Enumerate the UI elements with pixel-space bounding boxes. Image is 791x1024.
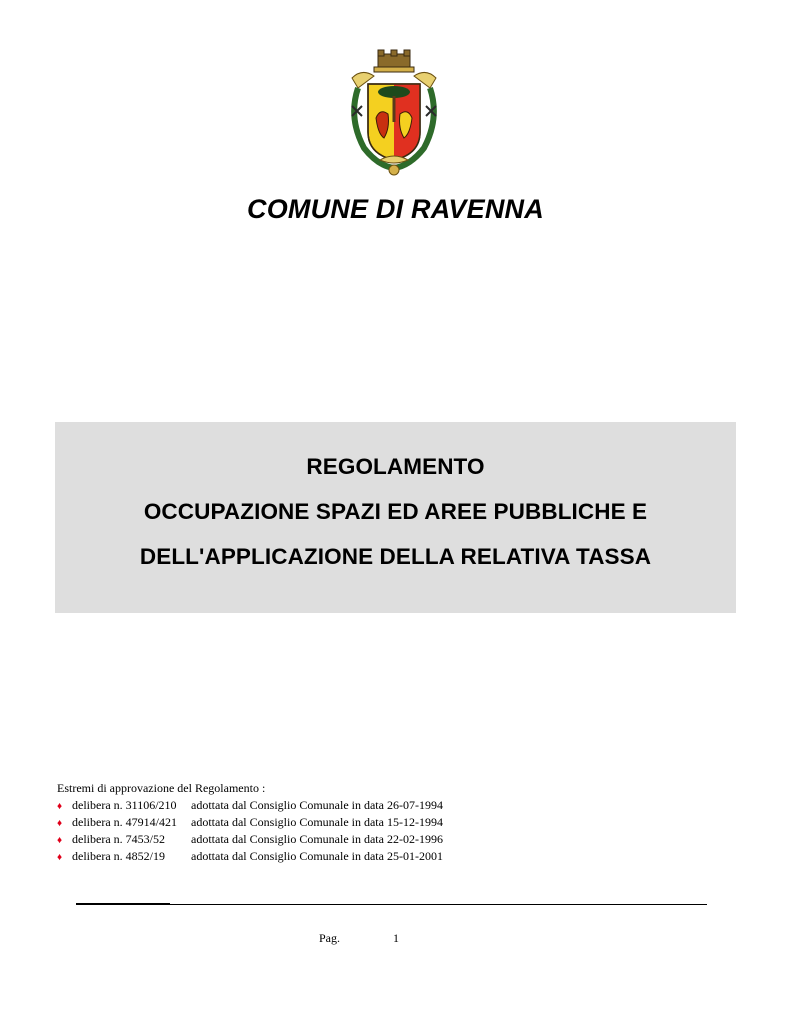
delibera-number: delibera n. 7453/52 [72, 832, 165, 846]
title-line-2: OCCUPAZIONE SPAZI ED AREE PUBBLICHE E [143, 499, 648, 524]
delibera-text: adottata dal Consiglio Comunale in data 25-01-2001 [191, 849, 443, 863]
delibera-number: delibera n. 47914/421 [72, 815, 177, 829]
diamond-bullet-icon: ♦ [57, 852, 63, 863]
list-item [57, 848, 443, 865]
page-label: Pag. [319, 931, 340, 945]
delibera-text: adottata dal Consiglio Comunale in data 15-12-1994 [191, 815, 443, 829]
title-line-3: DELL'APPLICAZIONE DELLA RELATIVA TASSA [139, 544, 652, 569]
list-item [57, 814, 443, 831]
delibera-number: delibera n. 4852/19 [72, 849, 165, 863]
footer-divider [76, 904, 707, 905]
page-number: 1 [393, 931, 399, 945]
delibera-text: adottata dal Consiglio Comunale in data 26-07-1994 [191, 798, 443, 812]
delibera-text: adottata dal Consiglio Comunale in data 22-02-1996 [191, 832, 443, 846]
regulation-title-box [55, 422, 736, 613]
title-line-1: REGOLAMENTO [306, 454, 485, 479]
list-item [57, 797, 443, 814]
list-item [57, 831, 443, 848]
diamond-bullet-icon: ♦ [57, 818, 63, 829]
approval-section [57, 780, 443, 865]
delibera-list [57, 797, 443, 865]
delibera-number: delibera n. 31106/210 [72, 798, 177, 812]
ravenna-coat-of-arms-icon [344, 48, 444, 178]
municipality-name: COMUNE DI RAVENNA [247, 194, 544, 224]
diamond-bullet-icon: ♦ [57, 835, 63, 846]
approval-heading: Estremi di approvazione del Regolamento : [57, 781, 266, 795]
diamond-bullet-icon: ♦ [57, 801, 63, 812]
